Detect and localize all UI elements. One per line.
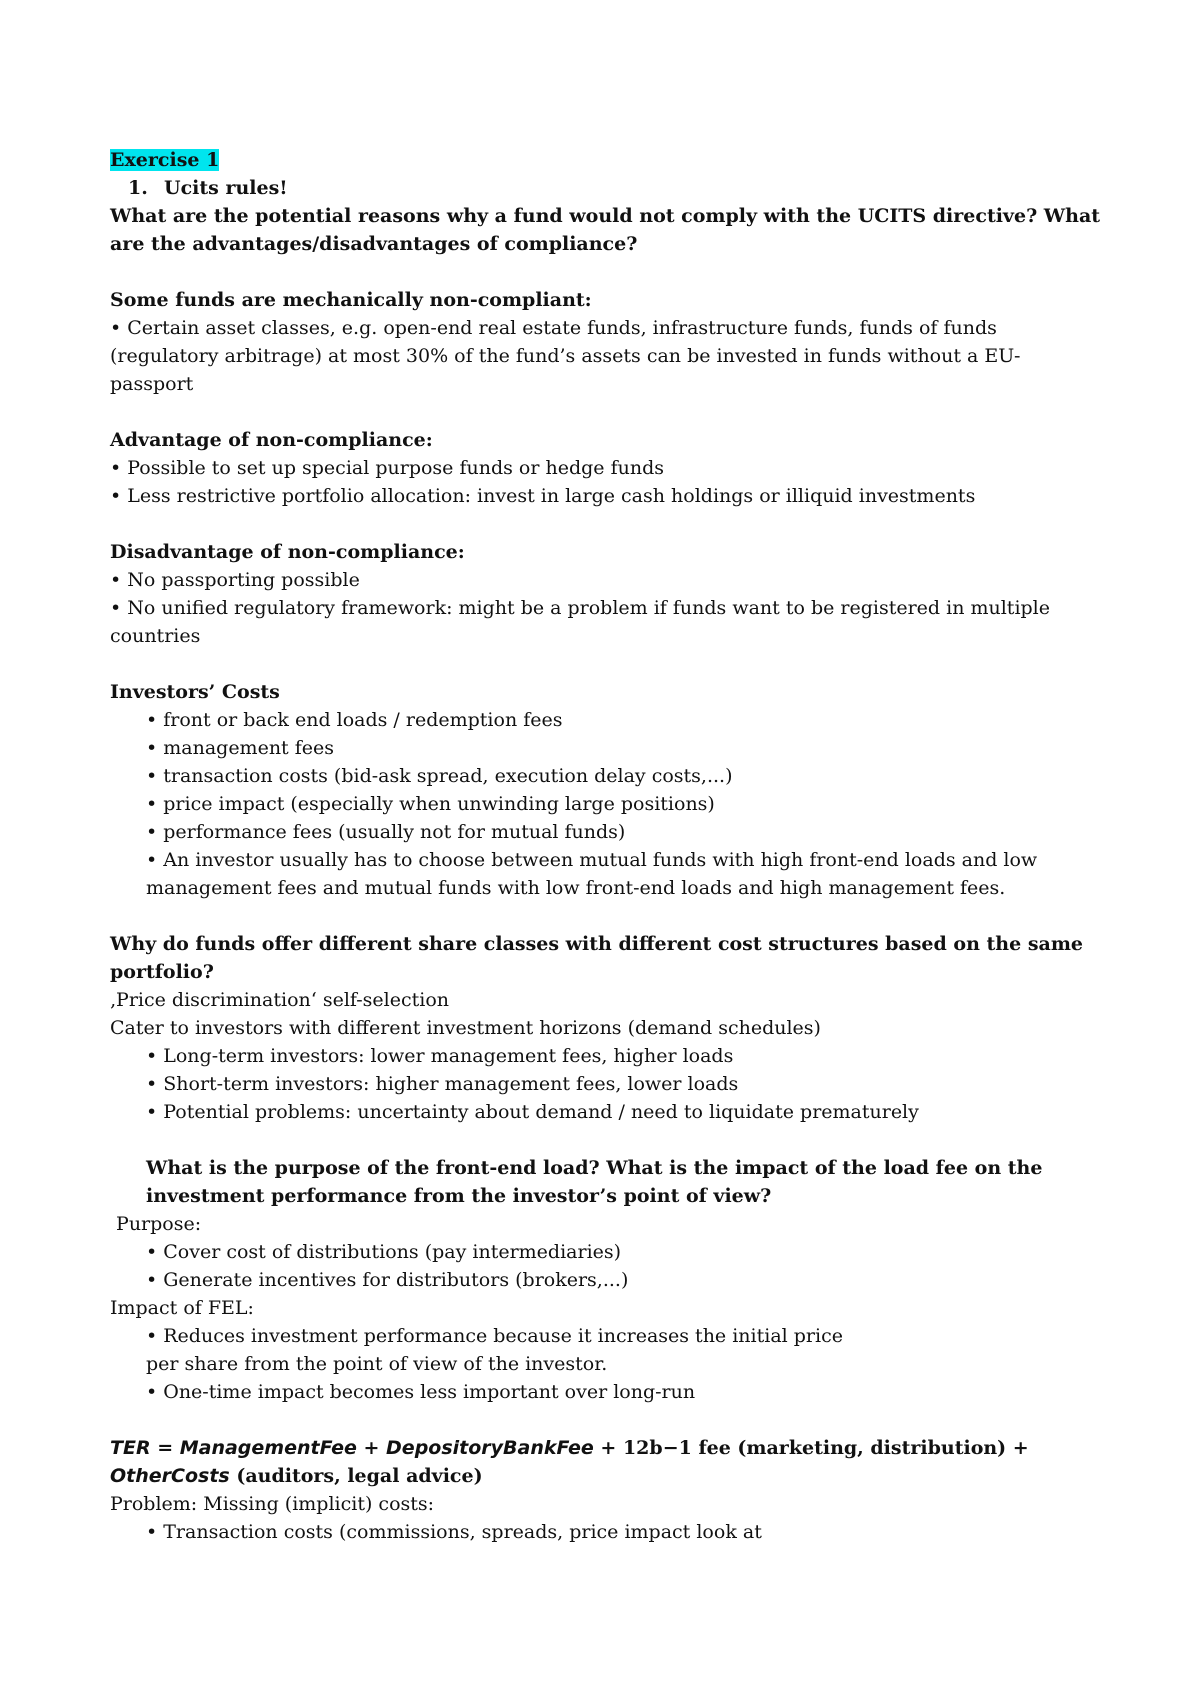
disadvantage-line-1: • No passporting possible	[110, 569, 360, 591]
advantage-heading: Advantage of non-compliance:	[110, 429, 433, 451]
ter-rest-2: (auditors, legal advice)	[229, 1465, 483, 1487]
investors-costs-line-2: • management fees	[146, 737, 335, 759]
mechanical-line-1: • Certain asset classes, e.g. open-end real estate funds, infrastructure funds, funds of funds	[110, 317, 997, 339]
ter-formula-line-2	[110, 1462, 1110, 1490]
management-fee-symbol: ManagementFee	[179, 1437, 357, 1459]
advantage-line-2: • Less restrictive portfolio allocation: invest in large cash holdings or illiquid investments	[110, 485, 976, 507]
depository-fee-symbol: DepositoryBankFee	[386, 1437, 594, 1459]
advantage-line-1: • Possible to set up special purpose funds or hedge funds	[110, 457, 664, 479]
share-classes-heading-1: Why do funds offer different share classes with different cost structures based on the same	[110, 933, 1084, 955]
investors-costs-line-1: • front or back end loads / redemption fees	[146, 709, 563, 731]
item-text: Ucits rules!	[164, 177, 288, 199]
mechanical-heading: Some funds are mechanically non-compliant:	[110, 289, 592, 311]
question1-line-2: are the advantages/disadvantages of compliance?	[110, 233, 638, 255]
ter-rest-1: + 12b−1 fee (marketing, distribution) +	[593, 1437, 1029, 1459]
investors-costs-heading: Investors’ Costs	[110, 681, 280, 703]
investors-costs-line-3: • transaction costs (bid-ask spread, execution delay costs,...)	[146, 765, 733, 787]
ter-eq: =	[150, 1437, 180, 1459]
share-classes-heading-2: portfolio?	[110, 961, 214, 983]
impact-bullet-2: per share from the point of view of the investor.	[146, 1353, 608, 1375]
disadvantage-heading: Disadvantage of non-compliance:	[110, 541, 465, 563]
purpose-label: Purpose:	[110, 1213, 202, 1235]
ter-formula-line-1	[110, 1434, 1110, 1462]
disadvantage-line-3: countries	[110, 625, 201, 647]
ter-bullet: • Transaction costs (commissions, spreads, price impact look at	[146, 1521, 762, 1543]
impact-bullet-3: • One-time impact becomes less important over long-run	[146, 1381, 696, 1403]
share-classes-bullet-3: • Potential problems: uncertainty about demand / need to liquidate prematurely	[146, 1101, 919, 1123]
share-classes-line-2: Cater to investors with different investment horizons (demand schedules)	[110, 1017, 821, 1039]
exercise-title: Exercise 1	[110, 149, 220, 171]
document-body	[110, 146, 1110, 1546]
share-classes-line-1: ‚Price discrimination‘ self-selection	[110, 989, 450, 1011]
investors-costs-line-4: • price impact (especially when unwinding large positions)	[146, 793, 715, 815]
investors-costs-line-7: management fees and mutual funds with low front-end loads and high management fees.	[146, 877, 1006, 899]
mechanical-line-3: passport	[110, 373, 194, 395]
purpose-bullet-1: • Cover cost of distributions (pay intermediaries)	[146, 1241, 622, 1263]
investors-costs-line-6: • An investor usually has to choose between mutual funds with high front-end loads and low	[146, 849, 1038, 871]
other-costs-symbol: OtherCosts	[110, 1465, 230, 1487]
share-classes-bullet-1: • Long-term investors: lower management fees, higher loads	[146, 1045, 734, 1067]
disadvantage-line-2: • No unified regulatory framework: might be a problem if funds want to be registered in multiple	[110, 597, 1050, 619]
ter-plus: +	[356, 1437, 387, 1459]
question1-line-1: What are the potential reasons why a fund would not comply with the UCITS directive? What	[110, 205, 1101, 227]
item-number: 1.	[128, 177, 148, 199]
purpose-bullet-2: • Generate incentives for distributors (brokers,...)	[146, 1269, 629, 1291]
ter-symbol: TER	[110, 1437, 151, 1459]
numbered-item	[110, 174, 1110, 202]
front-end-load-heading-1: What is the purpose of the front-end load? What is the impact of the load fee on the	[146, 1157, 1043, 1179]
investors-costs-line-5: • performance fees (usually not for mutual funds)	[146, 821, 626, 843]
impact-bullet-1: • Reduces investment performance because it increases the initial price	[146, 1325, 843, 1347]
impact-label: Impact of FEL:	[110, 1297, 254, 1319]
share-classes-bullet-2: • Short-term investors: higher management fees, lower loads	[146, 1073, 739, 1095]
exercise-title-line	[110, 146, 1110, 174]
ter-problem: Problem: Missing (implicit) costs:	[110, 1493, 435, 1515]
mechanical-line-2: (regulatory arbitrage) at most 30% of the fund’s assets can be invested in funds without a EU-	[110, 345, 1021, 367]
front-end-load-heading-2: investment performance from the investor’s point of view?	[146, 1185, 772, 1207]
